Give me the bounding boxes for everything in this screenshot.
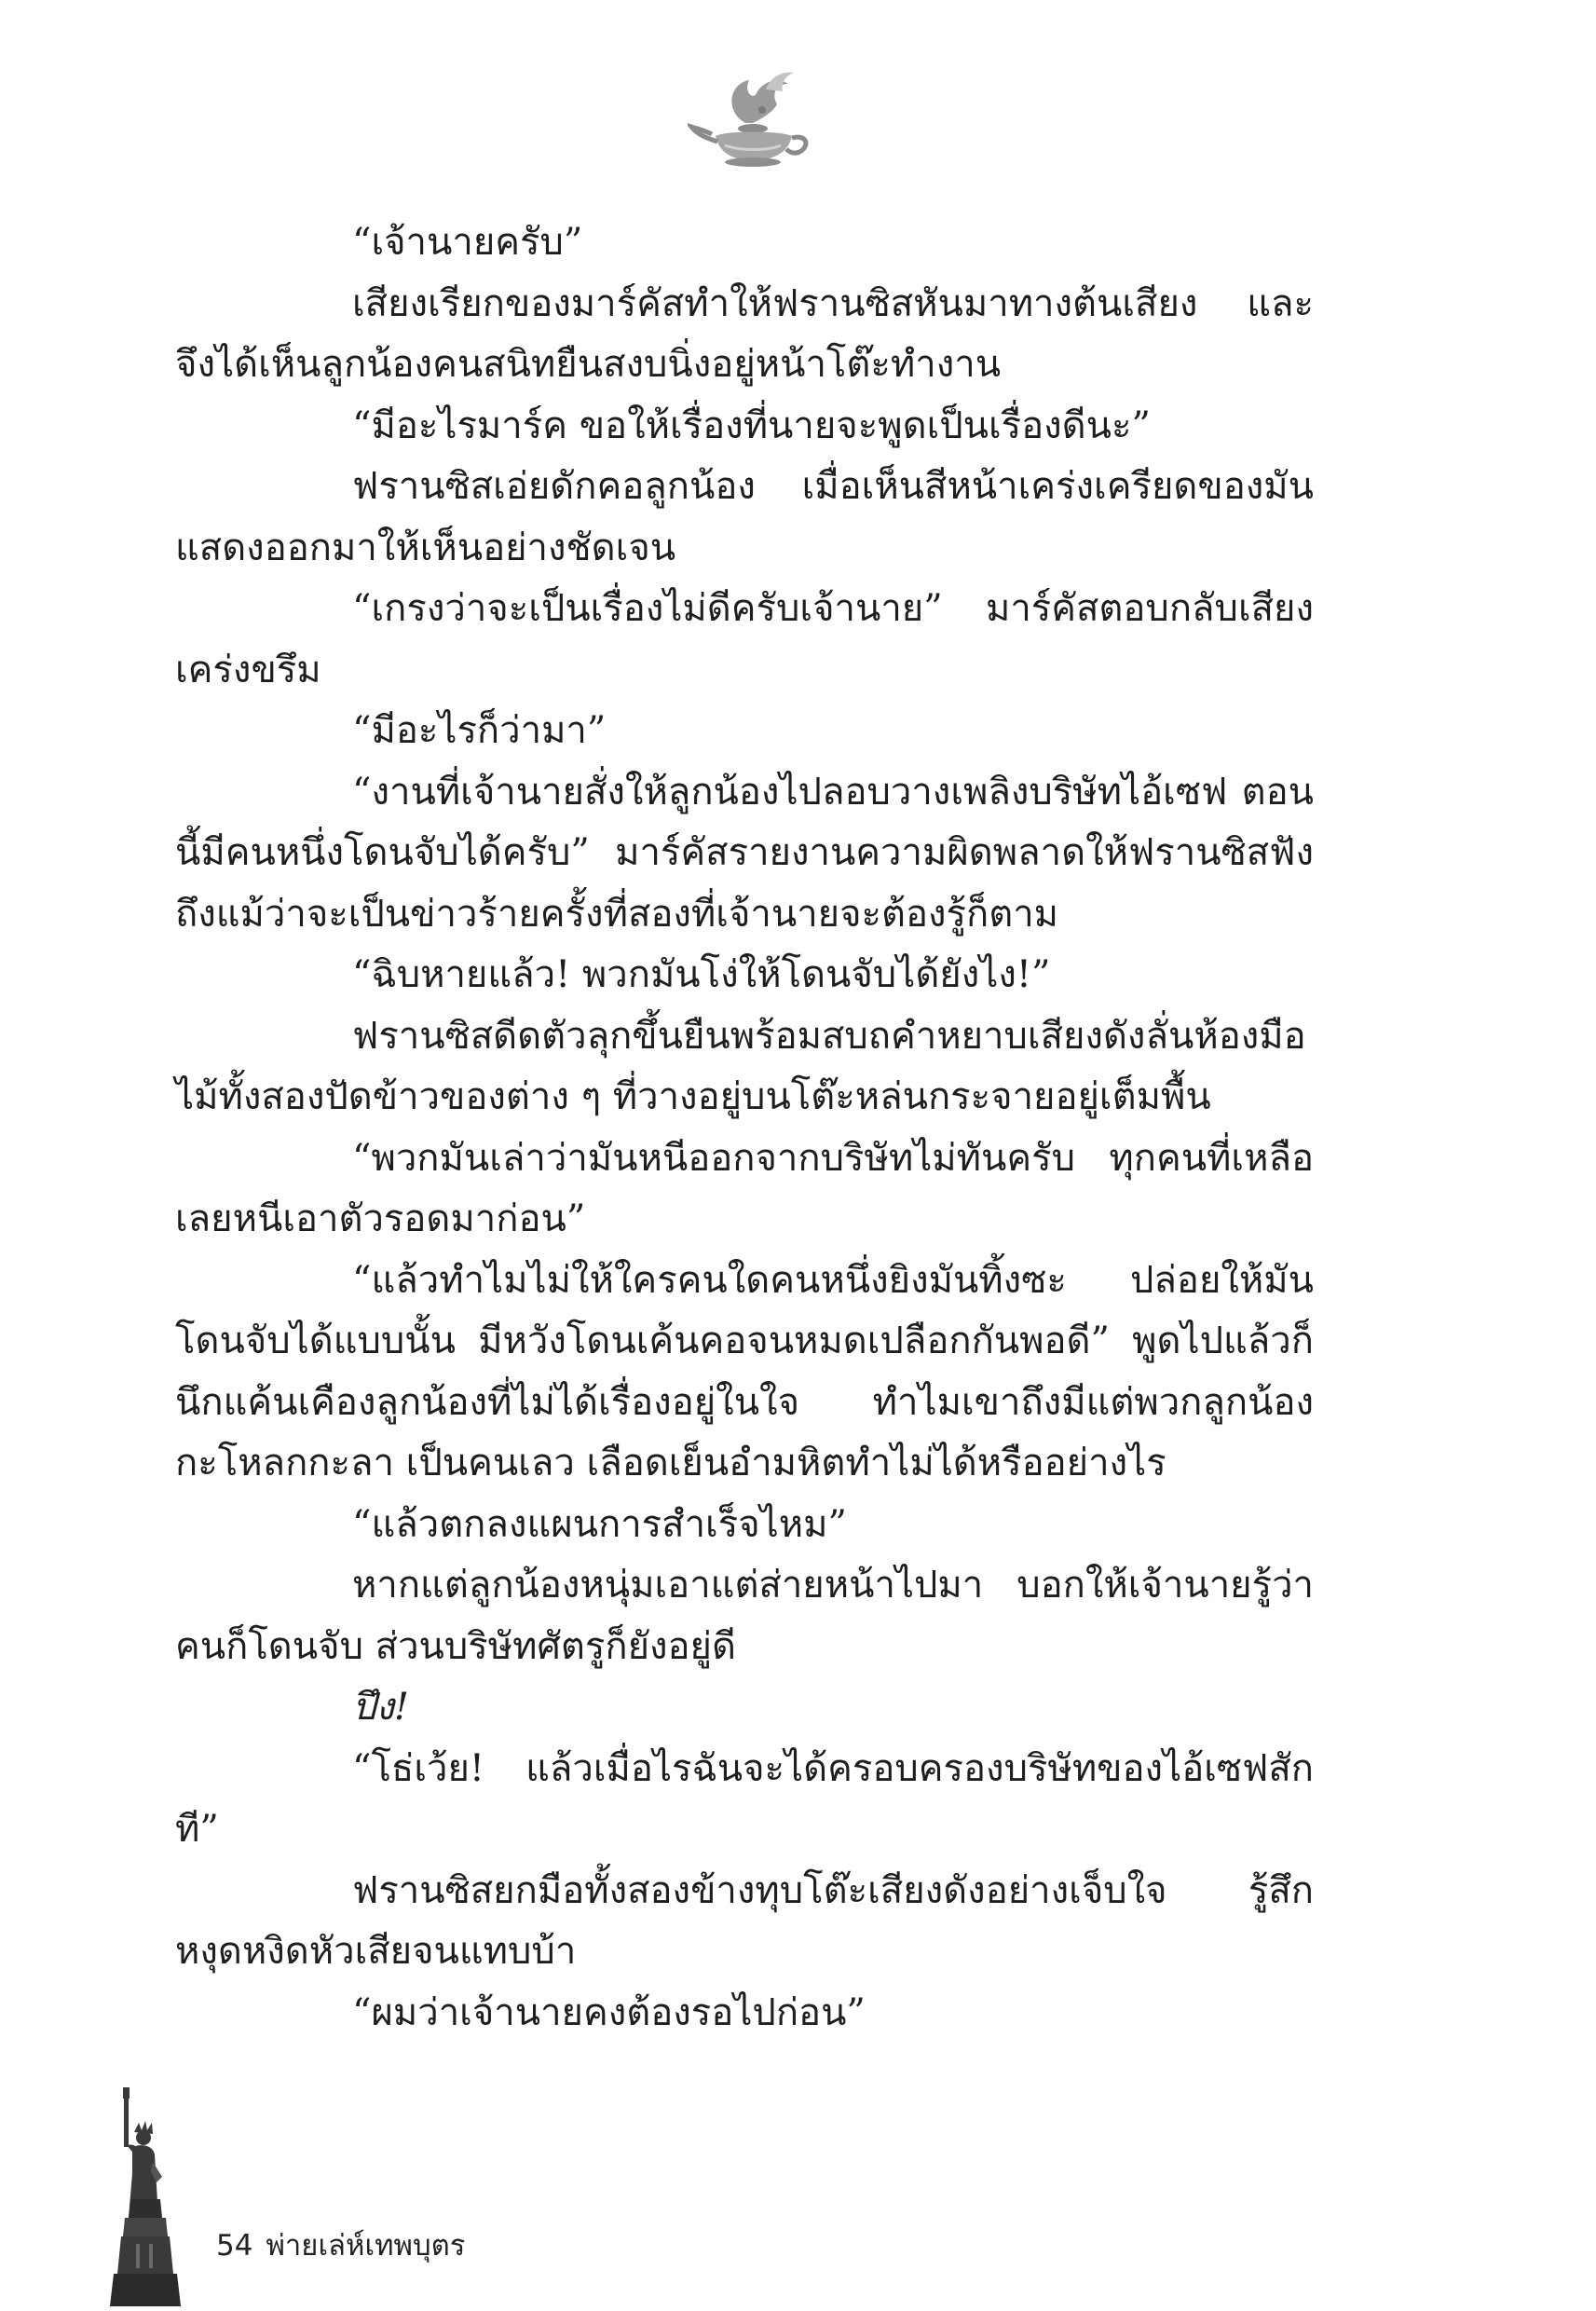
paragraph: เสียงเรียกของมาร์คัสทำให้ฟรานซิสหันมาทางต้นเสียง และจึงได้เห็นลูกน้องคนสนิทยืนสงบนิ่งอยู่หน้าโต๊ะทำงาน — [175, 281, 1314, 386]
statue-of-liberty-icon — [110, 2087, 184, 2306]
paragraph: “แล้วทำไมไม่ให้ใครคนใดคนหนึ่งยิงมันทิ้งซะ ปล่อยให้มันโดนจับได้แบบนั้น มีหวังโดนเค้นคอจนหมดเปลือกกันพอดี” พูดไปแล้วก็นึกแค้นเคืองลูกน้องที่ไม่ได้เรื่องอยู่ในใจ ทำไมเขาถึงมีแต่พวกลูกน้องกะโหลกกะลา เป็นคนเลว เลือดเย็นอำมหิตทำไม่ได้หรืออย่างไร — [175, 1258, 1314, 1484]
body-text — [175, 212, 1314, 2044]
paragraph: “โธ่เว้ย! แล้วเมื่อไรฉันจะได้ครอบครองบริษัทของไอ้เซฟสักที” — [175, 1746, 1314, 1851]
paragraph: “มีอะไรก็ว่ามา” — [352, 709, 607, 752]
paragraph: “งานที่เจ้านายสั่งให้ลูกน้องไปลอบวางเพลิงบริษัทไอ้เซฟ ตอนนี้มีคนหนึ่งโดนจับได้ครับ” มาร์คัสรายงานความผิดพลาดให้ฟรานซิสฟังถึงแม้ว่าจะเป็นข่าวร้ายครั้งที่สองที่เจ้านายจะต้องรู้ก็ตาม — [175, 770, 1314, 936]
teapot-genie-icon — [688, 56, 818, 177]
paragraph: “เกรงว่าจะเป็นเรื่องไม่ดีครับเจ้านาย” มาร์คัสตอบกลับเสียงเคร่งขรึม — [175, 587, 1314, 691]
paragraph: “แล้วตกลงแผนการสำเร็จไหม” — [352, 1502, 847, 1546]
paragraph: ฟรานซิสเอ่ยดักคอลูกน้อง เมื่อเห็นสีหน้าเคร่งเครียดของมันแสดงออกมาให้เห็นอย่างชัดเจน — [175, 465, 1314, 569]
paragraph: “มีอะไรมาร์ค ขอให้เรื่องที่นายจะพูดเป็นเรื่องดีนะ” — [352, 403, 1151, 447]
page-number: 54 — [216, 2229, 253, 2263]
paragraph: ปึง! — [352, 1686, 409, 1729]
book-title: พ่ายเล่ห์เทพบุตร — [266, 2229, 466, 2263]
paragraph: หากแต่ลูกน้องหนุ่มเอาแต่ส่ายหน้าไปมา บอกให้เจ้านายรู้ว่าคนก็โดนจับ ส่วนบริษัทศัตรูก็ยังอยู่ดี — [175, 1564, 1314, 1668]
paragraph: “ฉิบหายแล้ว! พวกมันโง่ให้โดนจับได้ยังไง!” — [352, 953, 1051, 996]
paragraph: “เจ้านายครับ” — [352, 221, 583, 264]
paragraph: “พวกมันเล่าว่ามันหนีออกจากบริษัทไม่ทันครับ ทุกคนที่เหลือเลยหนีเอาตัวรอดมาก่อน” — [175, 1136, 1314, 1240]
paragraph: “ผมว่าเจ้านายคงต้องรอไปก่อน” — [352, 1990, 866, 2034]
paragraph: ฟรานซิสยกมือทั้งสองข้างทุบโต๊ะเสียงดังอย่างเจ็บใจ รู้สึกหงุดหงิดหัวเสียจนแทบบ้า — [175, 1868, 1314, 1973]
paragraph: ฟรานซิสดีดตัวลุกขึ้นยืนพร้อมสบถคำหยาบเสียงดังลั่นห้องมือไม้ทั้งสองปัดข้าวของต่าง ๆ ที่วางอยู่บนโต๊ะหล่นกระจายอยู่เต็มพื้น — [175, 1014, 1306, 1118]
page-footer — [216, 2222, 465, 2268]
